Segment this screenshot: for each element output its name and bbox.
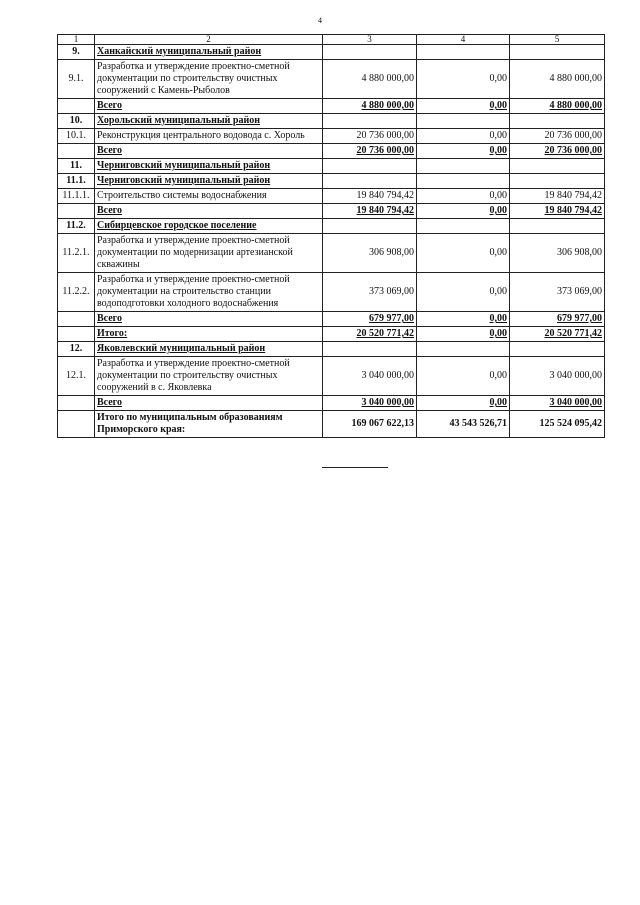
end-separator-line bbox=[322, 467, 388, 468]
column-number-2: 2 bbox=[95, 35, 323, 45]
row-description: Всего bbox=[95, 396, 323, 411]
row-column-3-amount bbox=[323, 114, 417, 129]
row-number bbox=[58, 204, 95, 219]
table-row-total bbox=[58, 99, 605, 114]
row-number: 9. bbox=[58, 45, 95, 60]
row-column-3-amount: 3 040 000,00 bbox=[323, 396, 417, 411]
row-column-4-amount: 0,00 bbox=[417, 234, 510, 273]
row-column-4-amount: 0,00 bbox=[417, 129, 510, 144]
row-description: Разработка и утверждение проектно-сметной документации на строительство станции водоподготовки холодного водоснабжения bbox=[95, 273, 323, 312]
row-column-4-amount bbox=[417, 342, 510, 357]
table-row-grand bbox=[58, 411, 605, 438]
row-column-4-amount bbox=[417, 114, 510, 129]
row-column-5-amount bbox=[510, 219, 605, 234]
row-column-5-amount: 373 069,00 bbox=[510, 273, 605, 312]
budget-table bbox=[57, 34, 605, 438]
row-description: Итого по муниципальным образованиям Приморского края: bbox=[95, 411, 323, 438]
row-column-4-amount: 0,00 bbox=[417, 60, 510, 99]
row-description: Строительство системы водоснабжения bbox=[95, 189, 323, 204]
row-column-5-amount bbox=[510, 45, 605, 60]
row-column-5-amount bbox=[510, 159, 605, 174]
row-column-4-amount: 0,00 bbox=[417, 204, 510, 219]
row-column-4-amount: 0,00 bbox=[417, 312, 510, 327]
table-row-section bbox=[58, 219, 605, 234]
row-column-3-amount: 306 908,00 bbox=[323, 234, 417, 273]
row-description: Ханкайский муниципальный район bbox=[95, 45, 323, 60]
row-description: Разработка и утверждение проектно-сметной документации по строительству очистных сооружений с Камень-Рыболов bbox=[95, 60, 323, 99]
row-column-4-amount bbox=[417, 45, 510, 60]
row-column-4-amount: 43 543 526,71 bbox=[417, 411, 510, 438]
row-column-4-amount bbox=[417, 219, 510, 234]
row-column-3-amount bbox=[323, 45, 417, 60]
row-number: 12.1. bbox=[58, 357, 95, 396]
column-number-5: 5 bbox=[510, 35, 605, 45]
row-number: 11.1. bbox=[58, 174, 95, 189]
row-number bbox=[58, 327, 95, 342]
row-number: 9.1. bbox=[58, 60, 95, 99]
row-column-3-amount: 373 069,00 bbox=[323, 273, 417, 312]
row-column-3-amount: 4 880 000,00 bbox=[323, 60, 417, 99]
table-row bbox=[58, 189, 605, 204]
row-column-5-amount bbox=[510, 114, 605, 129]
row-description: Итого: bbox=[95, 327, 323, 342]
row-column-3-amount bbox=[323, 219, 417, 234]
table-row-section bbox=[58, 342, 605, 357]
row-description: Яковлевский муниципальный район bbox=[95, 342, 323, 357]
row-description: Всего bbox=[95, 204, 323, 219]
row-number bbox=[58, 396, 95, 411]
row-number bbox=[58, 411, 95, 438]
row-column-3-amount: 20 736 000,00 bbox=[323, 144, 417, 159]
row-number: 11. bbox=[58, 159, 95, 174]
column-number-4: 4 bbox=[417, 35, 510, 45]
row-column-5-amount: 679 977,00 bbox=[510, 312, 605, 327]
table-row-section bbox=[58, 174, 605, 189]
row-column-4-amount: 0,00 bbox=[417, 99, 510, 114]
row-column-4-amount: 0,00 bbox=[417, 327, 510, 342]
row-description: Хорольский муниципальный район bbox=[95, 114, 323, 129]
row-column-5-amount: 125 524 095,42 bbox=[510, 411, 605, 438]
row-number: 11.2.1. bbox=[58, 234, 95, 273]
row-column-5-amount: 3 040 000,00 bbox=[510, 357, 605, 396]
row-column-4-amount bbox=[417, 174, 510, 189]
row-column-3-amount: 169 067 622,13 bbox=[323, 411, 417, 438]
row-column-3-amount: 3 040 000,00 bbox=[323, 357, 417, 396]
table-row bbox=[58, 129, 605, 144]
table-row-section bbox=[58, 114, 605, 129]
row-description: Разработка и утверждение проектно-сметной документации по модернизации артезианской скважины bbox=[95, 234, 323, 273]
row-number bbox=[58, 144, 95, 159]
row-number: 11.2.2. bbox=[58, 273, 95, 312]
row-column-4-amount: 0,00 bbox=[417, 189, 510, 204]
column-number-row bbox=[58, 35, 605, 45]
row-column-5-amount: 4 880 000,00 bbox=[510, 60, 605, 99]
row-number: 12. bbox=[58, 342, 95, 357]
row-column-3-amount: 19 840 794,42 bbox=[323, 204, 417, 219]
column-number-3: 3 bbox=[323, 35, 417, 45]
column-number-1: 1 bbox=[58, 35, 95, 45]
row-column-5-amount: 3 040 000,00 bbox=[510, 396, 605, 411]
table-body bbox=[58, 35, 605, 438]
row-column-4-amount: 0,00 bbox=[417, 144, 510, 159]
table-row-total bbox=[58, 327, 605, 342]
row-column-5-amount: 20 736 000,00 bbox=[510, 129, 605, 144]
row-column-3-amount: 19 840 794,42 bbox=[323, 189, 417, 204]
row-column-5-amount: 4 880 000,00 bbox=[510, 99, 605, 114]
row-description: Всего bbox=[95, 144, 323, 159]
table-row bbox=[58, 60, 605, 99]
table-row-total bbox=[58, 204, 605, 219]
row-column-3-amount: 20 520 771,42 bbox=[323, 327, 417, 342]
row-number: 11.2. bbox=[58, 219, 95, 234]
row-column-5-amount bbox=[510, 174, 605, 189]
row-column-5-amount: 306 908,00 bbox=[510, 234, 605, 273]
row-column-3-amount: 679 977,00 bbox=[323, 312, 417, 327]
row-column-5-amount bbox=[510, 342, 605, 357]
page-number: 4 bbox=[318, 16, 322, 25]
row-number: 10.1. bbox=[58, 129, 95, 144]
row-description: Всего bbox=[95, 312, 323, 327]
row-column-4-amount: 0,00 bbox=[417, 273, 510, 312]
row-description: Черниговский муниципальный район bbox=[95, 174, 323, 189]
table-row-total bbox=[58, 144, 605, 159]
row-description: Всего bbox=[95, 99, 323, 114]
row-column-4-amount bbox=[417, 159, 510, 174]
table-row-section bbox=[58, 159, 605, 174]
row-column-3-amount bbox=[323, 174, 417, 189]
row-column-3-amount bbox=[323, 342, 417, 357]
row-description: Черниговский муниципальный район bbox=[95, 159, 323, 174]
row-column-3-amount: 20 736 000,00 bbox=[323, 129, 417, 144]
row-column-4-amount: 0,00 bbox=[417, 357, 510, 396]
row-description: Реконструкция центрального водовода с. Хороль bbox=[95, 129, 323, 144]
row-column-5-amount: 20 736 000,00 bbox=[510, 144, 605, 159]
row-number bbox=[58, 99, 95, 114]
table-row bbox=[58, 273, 605, 312]
table-row bbox=[58, 234, 605, 273]
row-number: 11.1.1. bbox=[58, 189, 95, 204]
row-number bbox=[58, 312, 95, 327]
row-column-3-amount bbox=[323, 159, 417, 174]
table-row bbox=[58, 357, 605, 396]
row-column-5-amount: 19 840 794,42 bbox=[510, 204, 605, 219]
row-column-5-amount: 19 840 794,42 bbox=[510, 189, 605, 204]
row-description: Сибирцевское городское поселение bbox=[95, 219, 323, 234]
table-row-total bbox=[58, 312, 605, 327]
row-column-4-amount: 0,00 bbox=[417, 396, 510, 411]
row-number: 10. bbox=[58, 114, 95, 129]
table-row-section bbox=[58, 45, 605, 60]
row-column-5-amount: 20 520 771,42 bbox=[510, 327, 605, 342]
row-column-3-amount: 4 880 000,00 bbox=[323, 99, 417, 114]
row-description: Разработка и утверждение проектно-сметной документации по строительству очистных сооружений в с. Яковлевка bbox=[95, 357, 323, 396]
table-row-total bbox=[58, 396, 605, 411]
